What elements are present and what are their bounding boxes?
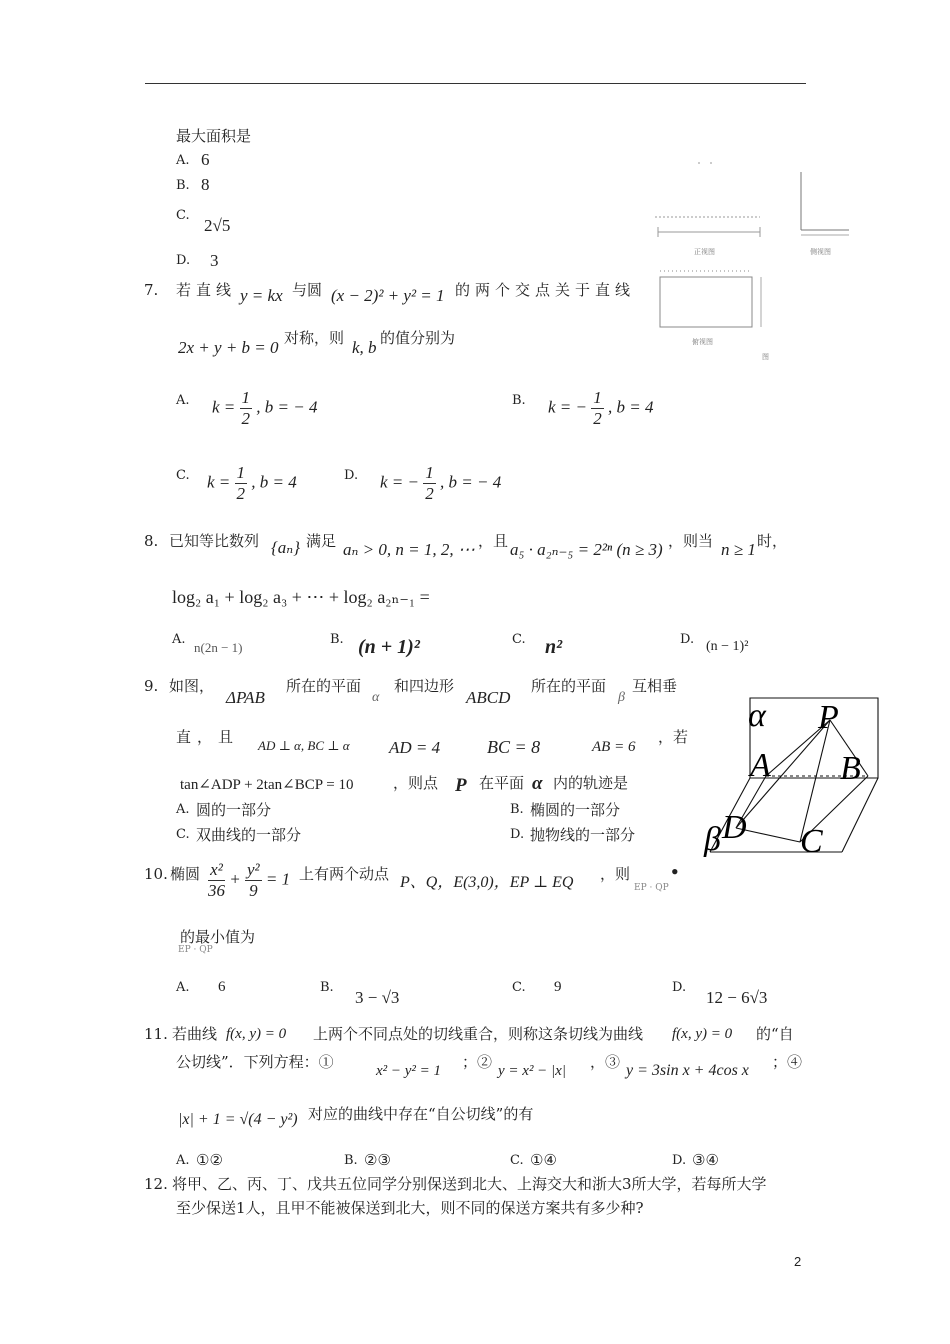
q10-expression-2: EP · QP [178,945,213,955]
q9-text-1: 如图， [169,677,215,695]
q7-option-b: k = − $\frac{1}{2}$ , b = 4 [548,388,654,428]
label-alpha: α [748,697,766,734]
label-b: B [840,750,861,787]
q9-quadrilateral: ABCD [466,688,511,707]
q9-option-d-label: D. [510,827,525,842]
q9-beta: β [618,690,625,705]
q10-dot: • [670,863,680,881]
q9-option-b: 椭圆的一部分 [530,801,621,819]
label-beta: β [704,821,721,858]
q8-option-a-label: A. [172,632,186,647]
q11-option-c: ①④ [530,1151,557,1169]
q8-expression: log₂ a₁ + log₂ a₃ + ⋯ + log₂ a₂ₙ₋₁ = [172,587,430,607]
q11-number: 11. [144,1025,168,1043]
q6-option-d-label: D. [176,253,191,268]
q10-option-b: 3 − √3 [355,988,400,1007]
q7-option-d-label: D. [344,468,359,483]
q9-alpha: α [372,690,380,705]
q10-option-c: 9 [554,979,562,995]
q9-text-2: 所在的平面 [286,677,362,695]
q11-curve-1: f(x, y) = 0 [226,1026,287,1042]
q11-option-a: ①② [196,1151,223,1169]
q10-option-d-label: D. [672,980,687,995]
plane-beta-right-edge [842,778,878,852]
page-number: 2 [794,1254,802,1269]
q9-option-a: 圆的一部分 [196,801,272,819]
q8-option-a: n(2n − 1) [194,640,243,655]
q7-text-4: 对称，则 [284,329,345,347]
q9-text-3: 和四边形 [394,677,455,695]
q8-text-3: ，且 [478,532,509,550]
q11-option-b: ②③ [364,1151,391,1169]
label-p: P [818,699,839,736]
figure-caption: 图 [762,353,769,361]
q7-option-a: k = $\frac{1}{2}$ , b = − 4 [212,388,318,428]
q7-variables: k, b [352,338,377,357]
q8-option-b-label: B. [330,632,344,647]
top-view-label: 俯视图 [692,338,713,346]
q9-option-b-label: B. [510,802,524,817]
q6-stem-tail: 最大面积是 [176,127,252,145]
q9-text-4: 所在的平面 [531,677,607,695]
q7-text-3: 的两个交点关于直线 [455,281,636,299]
q8-option-d: (n − 1)² [706,639,749,654]
q10-option-b-label: B. [320,980,334,995]
q9-figure [700,690,890,865]
front-view-label: 正视图 [694,248,715,256]
side-view-label: 侧视图 [810,248,831,256]
q11-text-1: 若曲线 [172,1025,218,1043]
q8-text-5: 时， [757,532,788,550]
q9-option-c-label: C. [176,827,190,842]
q11-equation-2: y = x² − |x| [498,1063,566,1079]
q10-option-d: 12 − 6√3 [706,988,768,1007]
q11-text-3: 的“自 [756,1025,794,1043]
label-c: C [800,823,823,860]
q7-option-b-label: B. [512,393,526,408]
q9-condition-5: tan∠ADP + 2tan∠BCP = 10 [180,777,354,793]
q10-text-3: ，则 [600,865,631,883]
q10-option-a: 6 [218,979,226,995]
label-d: D [722,809,747,846]
front-view [655,163,760,237]
q9-option-d: 抛物线的一部分 [530,826,636,844]
q10-expression: EP · QP [634,883,669,893]
q9-option-c: 双曲线的一部分 [196,826,302,844]
q8-option-c-label: C. [512,632,526,647]
q11-equation-1: x² − y² = 1 [376,1063,442,1079]
q10-text-1: 椭圆 [170,865,201,883]
side-view [801,172,849,235]
q8-condition-1: aₙ > 0, n = 1, 2, ⋯ [343,540,475,559]
q11-text-4: 公切线”．下列方程：① [176,1053,334,1071]
q8-condition-2: a₅ · a₂ₙ₋₅ = 2²ⁿ (n ≥ 3) [510,540,663,559]
q8-sequence: {aₙ} [271,538,300,557]
q9-condition-4: AB = 6 [592,739,636,755]
q11-text-2: 上两个不同点处的切线重合，则称这条切线为曲线 [313,1025,644,1043]
q9-text-5: 互相垂 [632,677,678,695]
q7-text-1: 若直线 [176,281,237,299]
q8-text-4: ，则当 [668,532,714,550]
q10-ellipse-equation: $\frac{\text{x²}}{36}$ + $\frac{\text{y²}}{9}$ = 1 [208,860,291,900]
q11-option-a-label: A. [176,1153,190,1168]
q11-curve-2: f(x, y) = 0 [672,1026,733,1042]
q10-text-4: 的最小值为 [180,928,256,946]
q9-text-6: 直，且 [176,728,240,746]
q10-option-a-label: A. [176,980,190,995]
q8-text-1: 已知等比数列 [169,532,260,550]
q11-sep-3: ，③ [590,1053,621,1071]
q10-option-c-label: C. [512,980,526,995]
q12-line-1: 将甲、乙、丙、丁、戊共五位同学分别保送到北大、上海交大和浙大3所大学，若每所大学 [172,1175,767,1193]
header-rule [145,83,806,84]
q6-option-b-label: B. [176,178,190,193]
q11-option-d: ③④ [692,1151,719,1169]
q7-circle-equation: (x − 2)² + y² = 1 [331,286,445,305]
q6-option-a: 6 [201,150,210,169]
q6-option-a-label: A. [176,153,190,168]
q7-number: 7. [144,281,159,299]
q10-points: P、Q，E(3,0)，EP ⊥ EQ [400,874,574,891]
q7-line2-equation: 2x + y + b = 0 [178,338,279,357]
q6-option-d: 3 [210,251,219,270]
q11-sep-4: ；④ [772,1053,803,1071]
top-view [660,271,761,327]
label-a: A [750,747,771,784]
q7-option-a-label: A. [176,393,190,408]
q8-text-2: 满足 [306,532,337,550]
three-view-figure [650,155,860,365]
q9-option-a-label: A. [176,802,190,817]
q9-point-p: P [455,775,467,796]
q6-option-c-label: C. [176,208,190,223]
q7-option-c-label: C. [176,468,190,483]
q9-alpha-2: α [532,773,543,794]
q8-number: 8. [144,532,159,550]
q7-option-d: k = − $\frac{1}{2}$ , b = − 4 [380,463,502,503]
q12-line-2: 至少保送1人，且甲不能被保送到北大，则不同的保送方案共有多少种? [176,1199,644,1217]
q11-option-c-label: C. [510,1153,524,1168]
q9-text-8: ，则点 [393,774,439,792]
q11-equation-3: y = 3sin x + 4cos x [626,1062,749,1079]
q11-option-b-label: B. [344,1153,358,1168]
q9-number: 9. [144,677,159,695]
q7-text-5: 的值分别为 [380,329,456,347]
q11-text-5: 对应的曲线中存在“自公切线”的有 [308,1105,534,1123]
q8-option-d-label: D. [680,632,695,647]
q8-option-b: (n + 1)² [358,636,420,658]
q9-text-7: ，若 [658,728,689,746]
q6-option-c: 2√5 [204,216,231,235]
q11-option-d-label: D. [672,1153,687,1168]
q9-text-10: 内的轨迹是 [553,774,629,792]
q9-triangle: ΔPAB [226,688,265,707]
q8-condition-3: n ≥ 1 [721,540,756,559]
q9-condition-2: AD = 4 [389,738,441,757]
q7-option-c: k = $\frac{1}{2}$ , b = 4 [207,463,297,503]
q7-line-equation: y = kx [240,286,283,305]
q7-text-2: 与圆 [292,281,323,299]
q11-sep-2: ；② [462,1053,493,1071]
q9-text-9: 在平面 [479,774,525,792]
q10-number: 10. [144,865,168,883]
q8-option-c: n² [545,636,563,658]
q9-condition-1: AD ⊥ α, BC ⊥ α [258,738,350,753]
q11-equation-4: |x| + 1 = √(4 − y²) [178,1111,298,1128]
q12-number: 12. [144,1175,168,1193]
q6-option-b: 8 [201,175,210,194]
q10-text-2: 上有两个动点 [299,865,390,883]
q9-condition-3: BC = 8 [487,737,541,757]
